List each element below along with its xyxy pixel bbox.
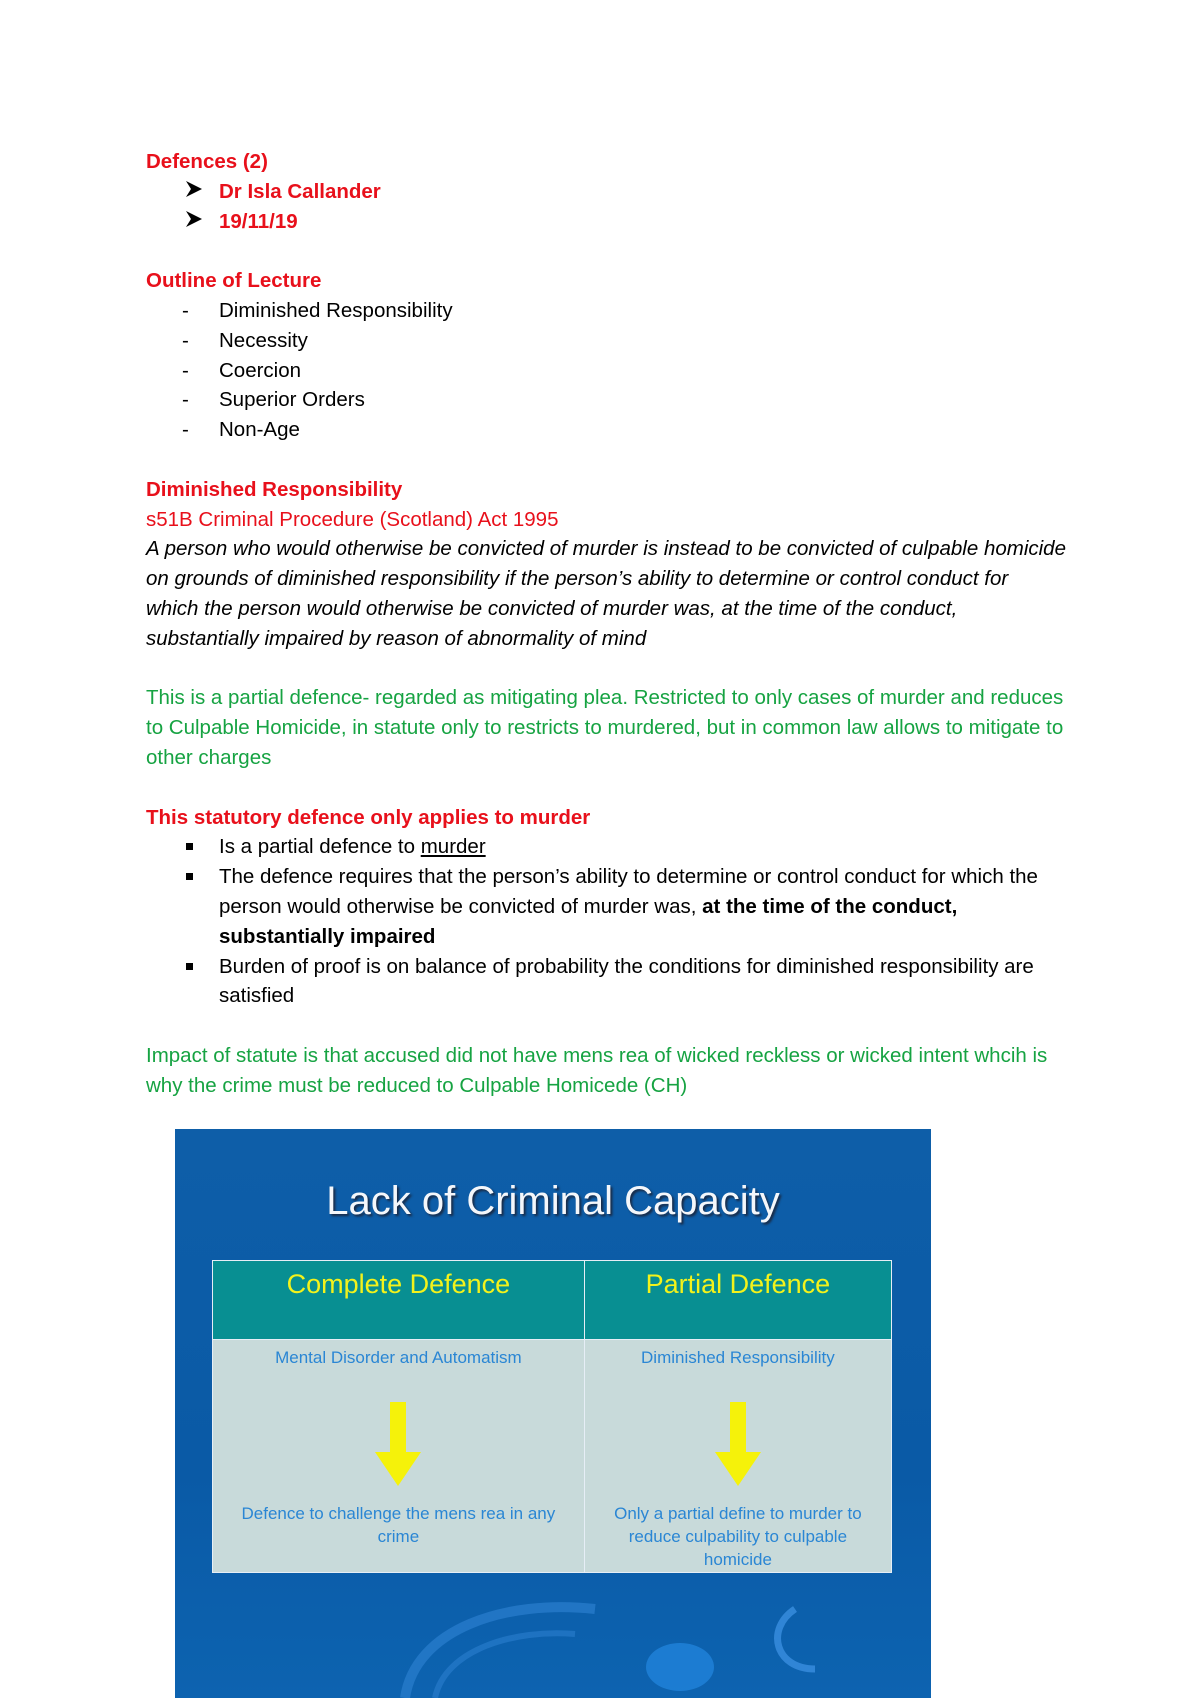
- arrow-bullet-icon: [184, 207, 204, 240]
- slide-title: Lack of Criminal Capacity: [326, 1179, 780, 1223]
- outline-item: - Necessity: [182, 328, 308, 352]
- down-arrow-icon: [373, 1402, 423, 1488]
- outline-item: - Diminished Responsibility: [182, 298, 453, 322]
- arrow-bullet-icon: [184, 177, 204, 210]
- slide-image: [175, 1129, 931, 1698]
- partial-defence-note: This is a partial defence- regarded as mitigating plea. Restricted to only cases of murder and reduces to Culpable Homicide, in statute only to restricts to murdered, but in common law allows to mitigate to other charges: [146, 686, 1064, 769]
- square-bullet-icon: [186, 963, 193, 970]
- cell-bottom-text: Defence to challenge the mens rea in any crime: [241, 1504, 556, 1546]
- statutory-heading: This statutory defence only applies to murder: [146, 805, 591, 829]
- statutory-item: Burden of proof is on balance of probability the conditions for diminished responsibility are satisfied: [146, 952, 1066, 1012]
- document-title: Defences (2): [146, 150, 268, 173]
- statutory-list: [146, 832, 1066, 1011]
- statute-quote: A person who would otherwise be convicted of murder is instead to be convicted of culpable homicide on grounds of diminished responsibility if the person’s ability to determine or control conduct for which the person would otherwise be convicted of murder was, at the time of the conduct, substantially impaired by reason of abnormality of mind: [146, 537, 1066, 650]
- cell-top-text: Diminished Responsibility: [641, 1348, 835, 1367]
- header-item-author: Dr Isla Callander: [146, 177, 1066, 207]
- diminished-heading: Diminished Responsibility: [146, 477, 403, 501]
- outline-item: - Non-Age: [182, 418, 300, 442]
- outline-item: - Coercion: [182, 358, 302, 382]
- header-partial-defence: Partial Defence: [584, 1261, 891, 1340]
- header-list: [146, 177, 1066, 237]
- cell-bottom-text: Only a partial define to murder to reduce culpability to culpable homicide: [614, 1504, 862, 1569]
- cell-partial-defence: [584, 1340, 891, 1573]
- cell-complete-defence: [213, 1340, 585, 1573]
- outline-heading: Outline of Lecture: [146, 269, 322, 293]
- document-body: [146, 147, 1066, 1101]
- square-bullet-icon: [186, 843, 193, 850]
- defence-table: [212, 1260, 892, 1573]
- statute-reference: s51B Criminal Procedure (Scotland) Act 1995: [146, 507, 559, 531]
- outline-list: [146, 296, 1066, 445]
- cell-top-text: Mental Disorder and Automatism: [275, 1348, 522, 1367]
- outline-item: - Superior Orders: [182, 388, 365, 412]
- square-bullet-icon: [186, 873, 193, 880]
- down-arrow-icon: [713, 1402, 763, 1488]
- murder-link[interactable]: murder: [420, 835, 486, 859]
- header-complete-defence: Complete Defence: [213, 1261, 585, 1340]
- header-item-date: 19/11/19: [146, 207, 1066, 237]
- impact-note: Impact of statute is that accused did not have mens rea of wicked reckless or wicked intent whcih is why the crime must be reduced to Culpable Homicede (CH): [146, 1043, 1048, 1097]
- statutory-item: Is a partial defence to murder: [146, 832, 1066, 862]
- statutory-item: The defence requires that the person’s ability to determine or control conduct for which the person would otherwise be convicted of murder was, at the time of the conduct, substantially impaired: [146, 862, 1066, 951]
